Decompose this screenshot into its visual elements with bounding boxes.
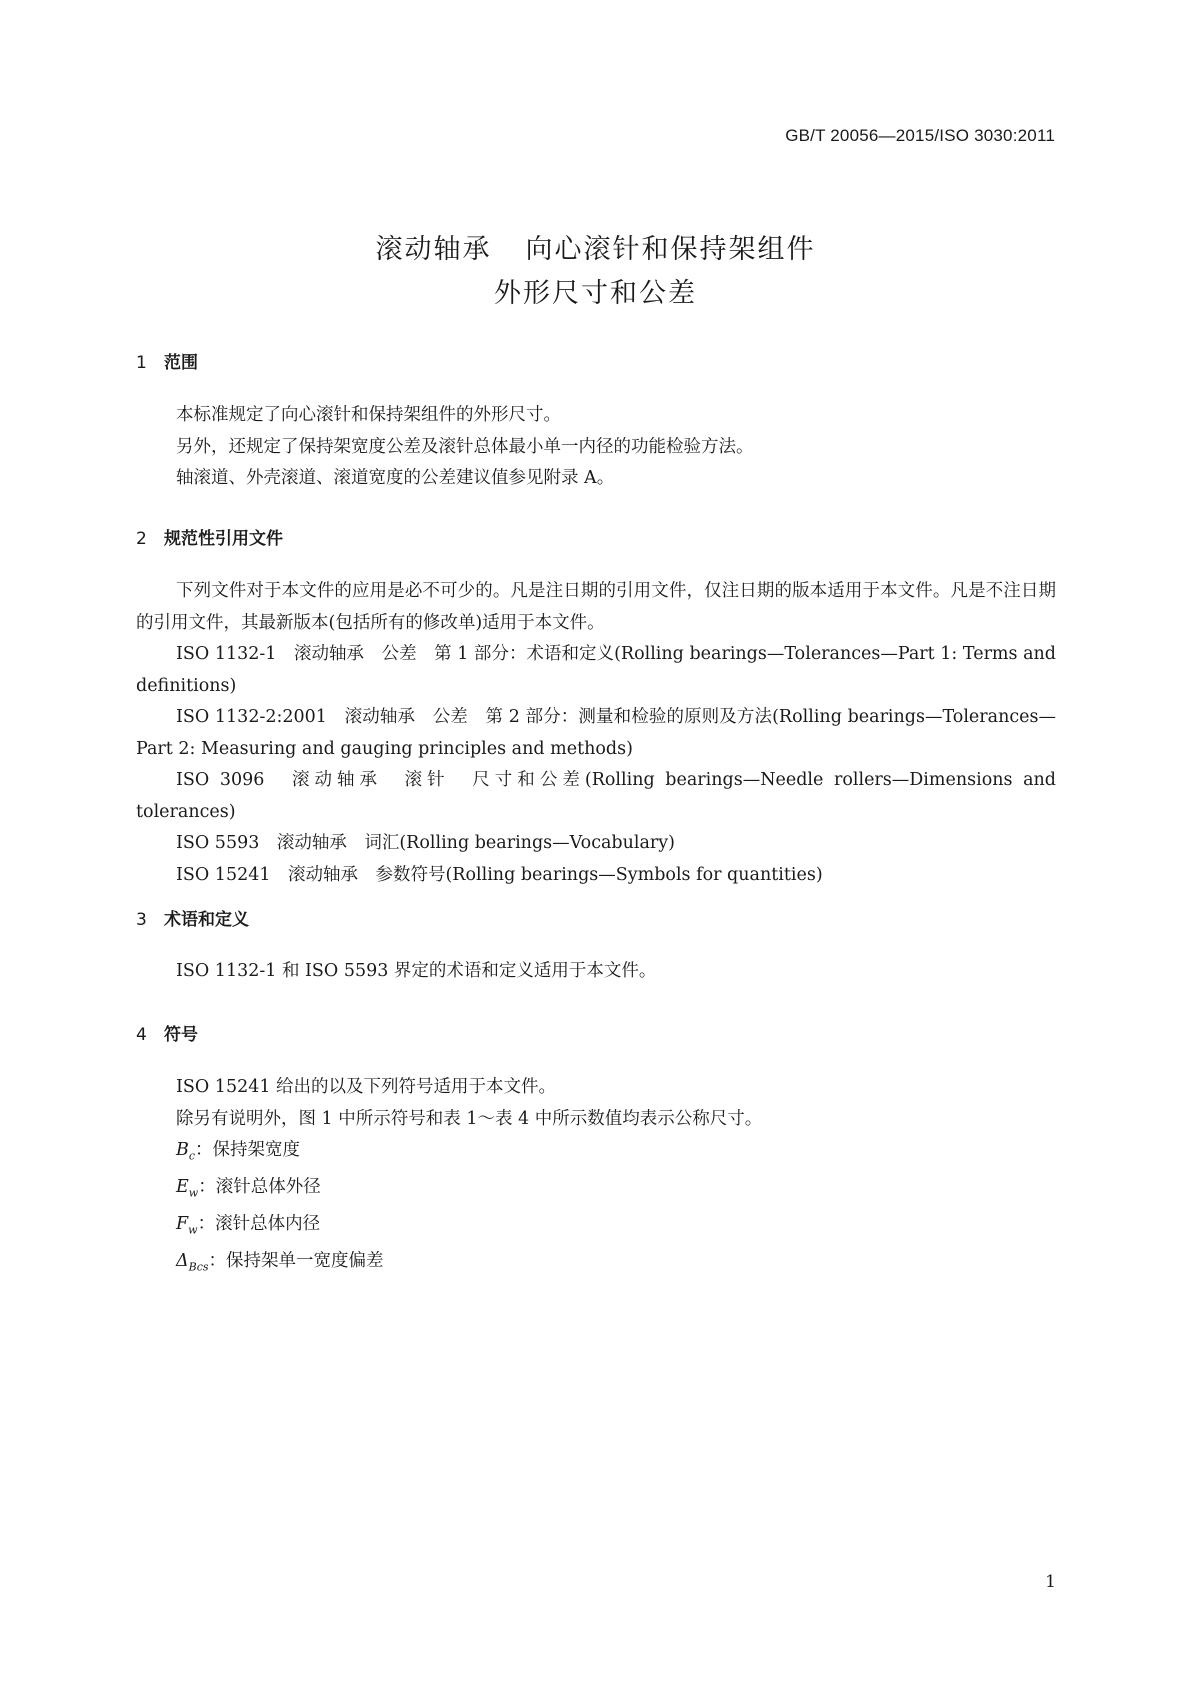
symbol-description: ：保持架单一宽度偏差 bbox=[208, 1251, 384, 1271]
symbol-description: ：滚针总体内径 bbox=[197, 1214, 321, 1234]
reference-item: ISO 5593 滚动轴承 词汇(Rolling bearings—Vocabulary) bbox=[176, 833, 676, 853]
reference-item: ISO 1132-2:2001 滚动轴承 公差 第 2 部分：测量和检验的原则及方法(Rolling bearings—Tolerances—Part 2: Measuring and gauging principles and methods) bbox=[136, 707, 1056, 759]
section-2-title: 规范性引用文件 bbox=[164, 529, 283, 549]
section-4-body bbox=[136, 1072, 1056, 1283]
standard-code: GB/T 20056—2015/ISO 3030:2011 bbox=[785, 126, 1055, 145]
paragraph: 下列文件对于本文件的应用是必不可少的。凡是注日期的引用文件，仅注日期的版本适用于本文件。凡是不注日期的引用文件，其最新版本(包括所有的修改单)适用于本文件。 bbox=[136, 581, 1056, 633]
section-3-number: 3 bbox=[136, 910, 147, 930]
symbol-definition bbox=[136, 1135, 1056, 1172]
paragraph: 除另有说明外，图 1 中所示符号和表 1～表 4 中所示数值均表示公称尺寸。 bbox=[176, 1108, 763, 1129]
reference-item: ISO 3096 滚动轴承 滚针 尺寸和公差(Rolling bearings—Needle rollers—Dimensions and tolerances) bbox=[136, 770, 1056, 822]
section-2-number: 2 bbox=[136, 529, 147, 549]
symbol: F bbox=[176, 1214, 189, 1234]
symbol-subscript: c bbox=[188, 1149, 196, 1163]
symbol: B bbox=[176, 1140, 189, 1160]
section-1-heading bbox=[136, 348, 198, 373]
section-1-number: 1 bbox=[136, 353, 147, 373]
page-number: 1 bbox=[1045, 1572, 1056, 1592]
paragraph: 本标准规定了向心滚针和保持架组件的外形尺寸。 bbox=[176, 405, 561, 425]
symbol-subscript: Bcs bbox=[188, 1260, 209, 1274]
standard-code-header bbox=[785, 126, 1055, 146]
section-2-heading bbox=[136, 524, 283, 549]
section-4-number: 4 bbox=[136, 1025, 147, 1045]
symbol: Δ bbox=[176, 1251, 189, 1271]
symbol-definition bbox=[136, 1209, 1056, 1246]
section-1-title: 范围 bbox=[164, 353, 198, 373]
title-line-2: 外形尺寸和公差 bbox=[494, 278, 697, 309]
section-3-title: 术语和定义 bbox=[164, 910, 249, 930]
section-1-body bbox=[136, 400, 1056, 495]
symbol-definition bbox=[136, 1172, 1056, 1209]
title-part-2: 向心滚针和保持架组件 bbox=[525, 234, 816, 265]
section-2-body bbox=[136, 576, 1056, 891]
paragraph: 另外，还规定了保持架宽度公差及滚针总体最小单一内径的功能检验方法。 bbox=[176, 436, 754, 457]
paragraph: ISO 15241 给出的以及下列符号适用于本文件。 bbox=[176, 1077, 557, 1097]
symbol-description: ：滚针总体外径 bbox=[198, 1177, 321, 1197]
section-4-heading bbox=[136, 1020, 198, 1045]
symbol-definition bbox=[136, 1246, 1056, 1283]
section-3-heading bbox=[136, 905, 249, 930]
symbol-subscript: w bbox=[188, 1223, 198, 1237]
title-line-1 bbox=[0, 228, 1191, 272]
paragraph: 轴滚道、外壳滚道、滚道宽度的公差建议值参见附录 A。 bbox=[176, 468, 615, 488]
paragraph: ISO 1132-1 和 ISO 5593 界定的术语和定义适用于本文件。 bbox=[176, 961, 657, 981]
reference-item: ISO 1132-1 滚动轴承 公差 第 1 部分：术语和定义(Rolling bearings—Tolerances—Part 1: Terms and definitions) bbox=[136, 644, 1056, 696]
symbol-subscript: w bbox=[188, 1186, 199, 1200]
reference-item: ISO 15241 滚动轴承 参数符号(Rolling bearings—Symbols for quantities) bbox=[176, 864, 823, 885]
symbol-description: ：保持架宽度 bbox=[195, 1140, 301, 1160]
title-part-1: 滚动轴承 bbox=[375, 234, 492, 265]
document-title bbox=[0, 228, 1191, 316]
symbol: E bbox=[176, 1177, 189, 1197]
section-4-title: 符号 bbox=[164, 1025, 198, 1045]
section-3-body bbox=[136, 956, 1056, 988]
